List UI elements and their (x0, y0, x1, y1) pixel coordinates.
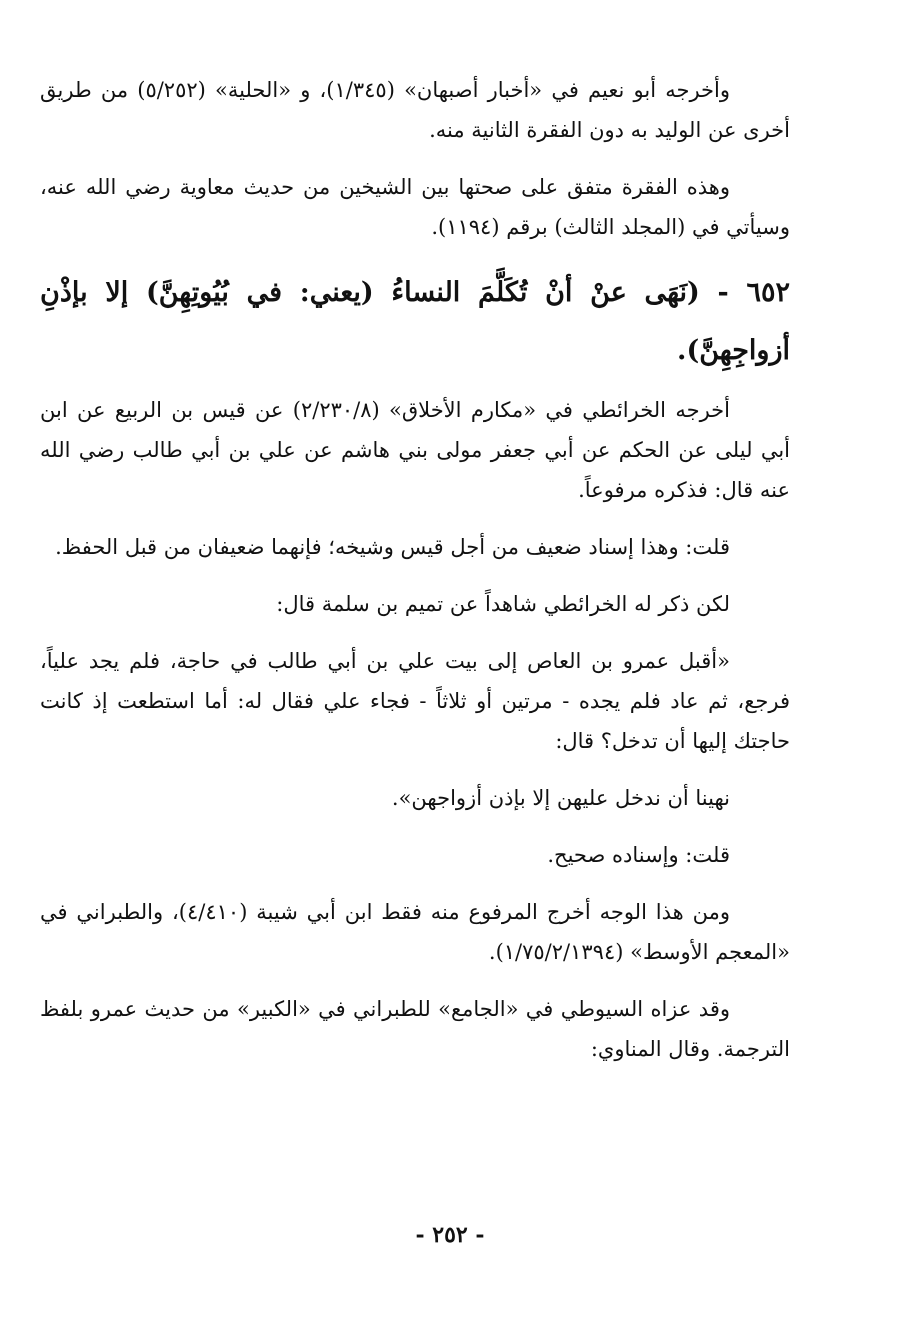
paragraph-witness-quote: «أقبل عمرو بن العاص إلى بيت علي بن أبي طالب في حاجة، فلم يجد علياً، فرجع، ثم عاد فلم يجده - مرتين أو ثلاثاً - فجاء علي فقال له: أما استطعت إذ كانت حاجتك إليها أن تدخل؟ قال: (40, 649, 790, 753)
paragraph-abu-nuaym: وأخرجه أبو نعيم في «أخبار أصبهان» (١/٣٤٥)، و «الحلية» (٥/٢٥٢) من طريق أخرى عن الوليد به دون الفقرة الثانية منه. (40, 78, 790, 142)
paragraph-isnad-weak: قلت: وهذا إسناد ضعيف من أجل قيس وشيخه؛ فإنهما ضعيفان من قبل الحفظ. (55, 535, 730, 559)
paragraph-ibn-abi-shaybah: ومن هذا الوجه أخرج المرفوع منه فقط ابن أبي شيبة (٤/٤١٠)، والطبراني في «المعجم الأوسط» (١/٧٥/٢/١٣٩٤). (40, 900, 790, 964)
paragraph-suyuti: وقد عزاه السيوطي في «الجامع» للطبراني في «الكبير» من حديث عمرو بلفظ الترجمة. وقال المناوي: (40, 997, 790, 1061)
paragraph-agreed-upon: وهذه الفقرة متفق على صحتها بين الشيخين من حديث معاوية رضي الله عنه، وسيأتي في (المجلد الثالث) برقم (١١٩٤). (40, 175, 790, 239)
page-body (40, 70, 790, 1086)
paragraph-witness-quote-end: نهينا أن ندخل عليهن إلا بإذن أزواجهن». (391, 786, 730, 810)
paragraph-witness-intro: لكن ذكر له الخرائطي شاهداً عن تميم بن سلمة قال: (276, 592, 730, 616)
paragraph-isnad-sahih: قلت: وإسناده صحيح. (547, 843, 730, 867)
paragraph-kharaiti-takhrij: أخرجه الخرائطي في «مكارم الأخلاق» (٢/٢٣٠/٨) عن قيس بن الربيع عن ابن أبي ليلى عن الحكم عن أبي جعفر مولى بني هاشم عن علي بن أبي طالب رضي الله عنه قال: فذكره مرفوعاً. (40, 398, 790, 502)
hadith-heading-652: ٦٥٢ - (نَهَى عنْ أنْ تُكَلَّمَ النساءُ (يعني: في بُيُوتِهِنَّ) إلا بإذْنِ أزواجِهِنَّ). (40, 277, 790, 366)
page-number: - ٢٥٢ - (415, 1222, 485, 1248)
